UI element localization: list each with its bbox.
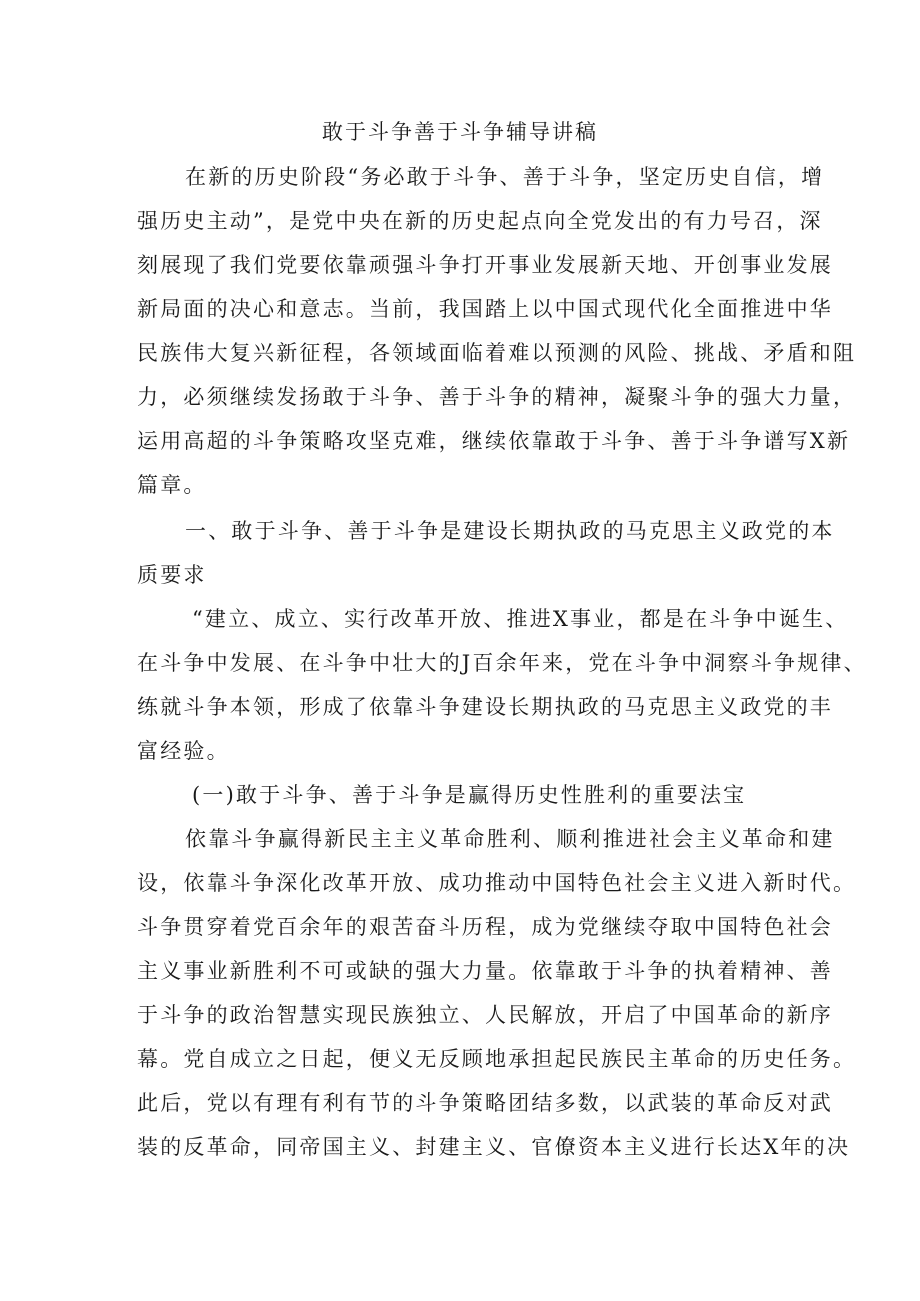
body-line: 在斗争中发展、在斗争中壮大的J百余年来，党在斗争中洞察斗争规律、 xyxy=(137,651,867,675)
body-line: 富经验。 xyxy=(137,739,230,763)
body-line: 在新的历史阶段“务必敢于斗争、善于斗争，坚定历史自信，增 xyxy=(185,165,825,189)
subsection-heading: (一)敢于斗争、善于斗争是赢得历史性胜利的重要法宝 xyxy=(192,783,747,807)
body-line: 此后，党以有理有利有节的斗争策略团结多数，以武装的革命反对武 xyxy=(137,1091,833,1115)
body-line: 刻展现了我们党要依靠顽强斗争打开事业发展新天地、开创事业发展 xyxy=(137,253,833,277)
document-title: 敢于斗争善于斗争辅导讲稿 xyxy=(322,120,598,144)
body-line: 设，依靠斗争深化改革开放、成功推动中国特色社会主义进入新时代。 xyxy=(137,871,857,895)
body-line: 篇章。 xyxy=(137,473,207,497)
section-heading: 质要求 xyxy=(137,563,207,587)
body-line: 依靠斗争赢得新民主主义革命胜利、顺利推进社会主义革命和建 xyxy=(185,827,835,851)
body-line: 力，必须继续发扬敢于斗争、善于斗争的精神，凝聚斗争的强大力量， xyxy=(137,385,857,409)
body-line: 新局面的决心和意志。当前，我国踏上以中国式现代化全面推进中华 xyxy=(137,297,833,321)
body-line: 装的反革命，同帝国主义、封建主义、官僚资本主义进行长达X年的决 xyxy=(137,1135,851,1159)
section-heading: 一、敢于斗争、善于斗争是建设长期执政的马克思主义政党的本 xyxy=(185,519,835,543)
body-line: 斗争贯穿着党百余年的艰苦奋斗历程，成为党继续夺取中国特色社会 xyxy=(137,915,833,939)
body-line: 练就斗争本领，形成了依靠斗争建设长期执政的马克思主义政党的丰 xyxy=(137,695,833,719)
body-line: 于斗争的政治智慧实现民族独立、人民解放，开启了中国革命的新序 xyxy=(137,1003,833,1027)
body-line: 民族伟大复兴新征程，各领域面临着难以预测的风险、挑战、矛盾和阻 xyxy=(137,341,857,365)
body-line: 幕。党自成立之日起，便义无反顾地承担起民族民主革命的历史任务。 xyxy=(137,1047,857,1071)
body-line: 运用高超的斗争策略攻坚克难，继续依靠敢于斗争、善于斗争谱写X新 xyxy=(137,429,851,453)
body-line: 主义事业新胜利不可或缺的强大力量。依靠敢于斗争的执着精神、善 xyxy=(137,959,833,983)
body-line: 强历史主动”，是党中央在新的历史起点向全党发出的有力号召，深 xyxy=(137,209,823,233)
body-line: “建立、成立、实行改革开放、推进X事业，都是在斗争中诞生、 xyxy=(192,607,849,631)
